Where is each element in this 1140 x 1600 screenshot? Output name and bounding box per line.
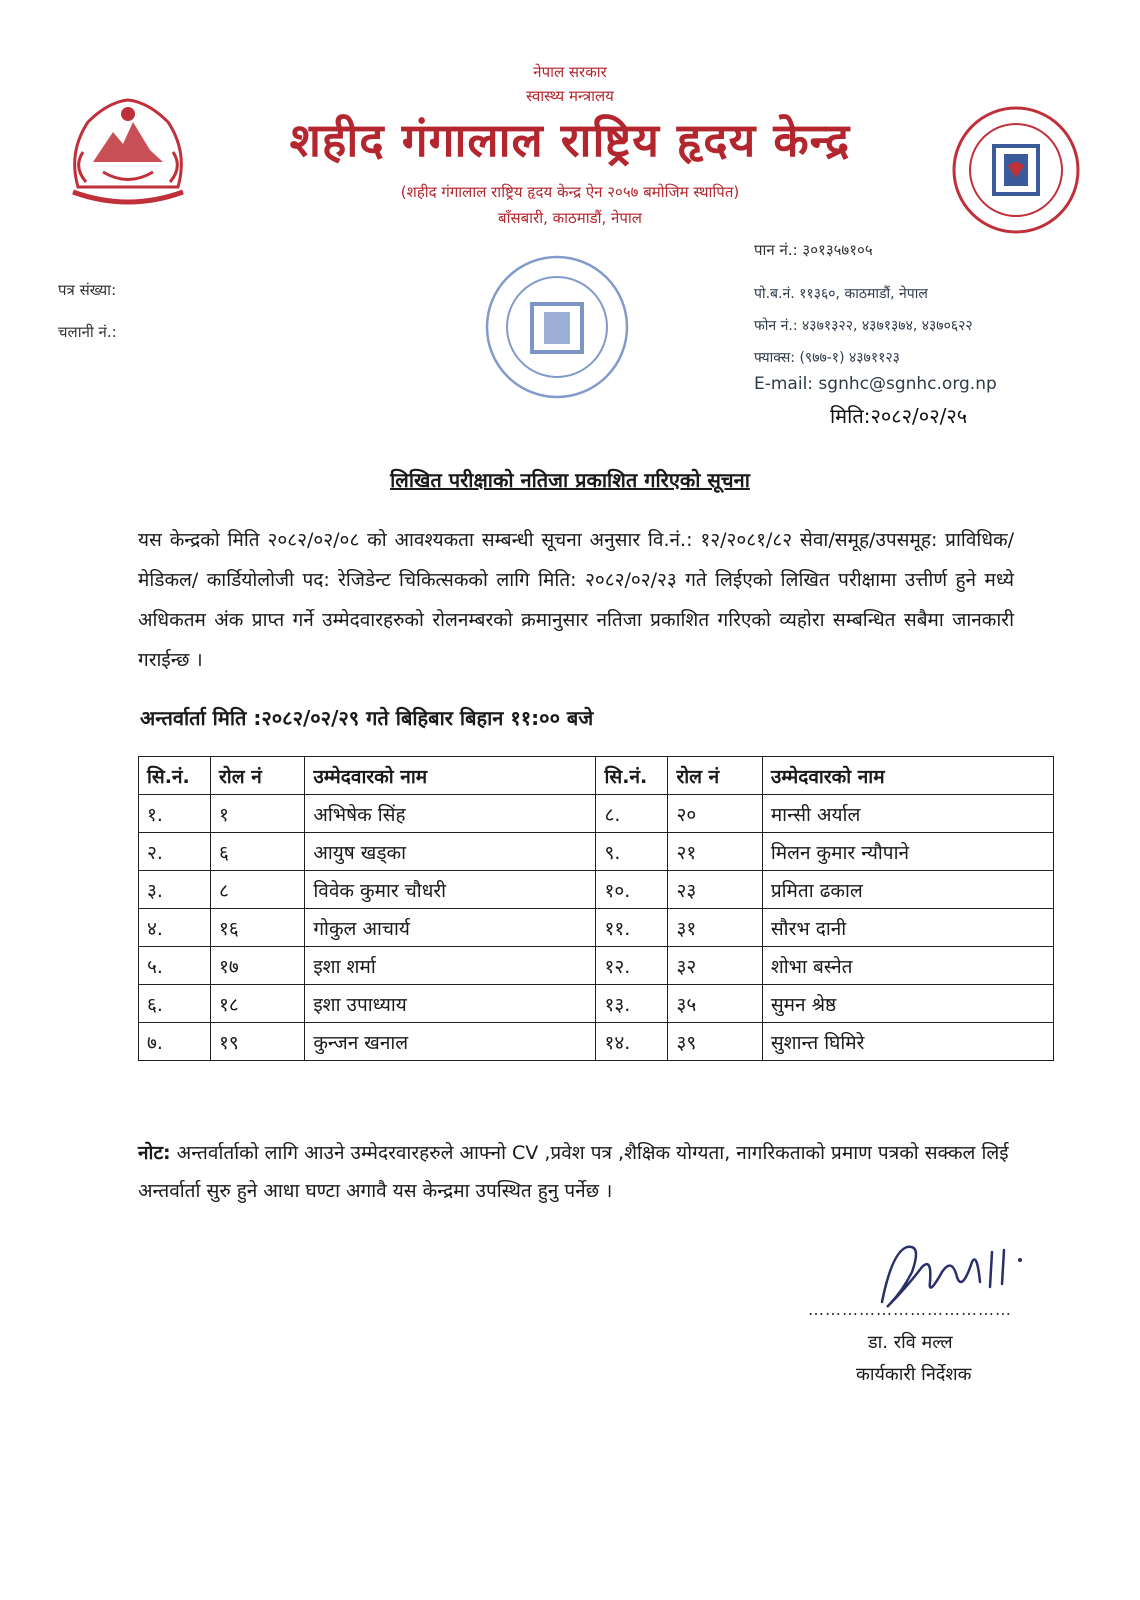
signatory-name: डा. रवि मल्ल: [868, 1332, 953, 1353]
table-cell: ४.: [139, 909, 211, 947]
table-cell: ११.: [596, 909, 668, 947]
interview-date: अन्तर्वार्ता मिति :२०८२/०२/२९ गते बिहिबार बिहान ११:०० बजे: [140, 706, 594, 730]
table-cell: कुन्जन खनाल: [305, 1023, 596, 1061]
table-cell: ३९: [668, 1023, 762, 1061]
dispatch-number-label: चलानी नं.:: [58, 323, 117, 341]
table-cell: १८: [211, 985, 305, 1023]
table-cell: ३.: [139, 871, 211, 909]
gov-line: नेपाल सरकार: [533, 63, 607, 81]
note-text: अन्तर्वार्ताको लागि आउने उम्मेदरवारहरुले आफ्नो CV ,प्रवेश पत्र ,शैक्षिक योग्यता, नागरिकताको प्रमाण पत्रको सक्कल लिई अन्तर्वार्ता सुरु हुने आधा घण्टा अगावै यस केन्द्रमा उपस्थित हुनु पर्नेछ ।: [138, 1142, 1009, 1202]
letter-number-label: पत्र संख्या:: [58, 281, 117, 299]
table-header-row: [139, 757, 1054, 795]
col-header: रोल नं: [211, 757, 305, 795]
ministry-line: स्वास्थ्य मन्त्रालय: [526, 87, 614, 105]
table-cell: १२.: [596, 947, 668, 985]
table-cell: सुमन श्रेष्ठ: [762, 985, 1053, 1023]
col-header: रोल नं: [668, 757, 762, 795]
table-cell: १.: [139, 795, 211, 833]
col-header: सि.नं.: [596, 757, 668, 795]
fax-number: फ्याक्स: (९७७-१) ४३७११२३: [754, 350, 900, 366]
po-box: पो.ब.नं. ११३६०, काठमाडौं, नेपाल: [754, 286, 928, 302]
table-row: [139, 871, 1054, 909]
table-cell: १६: [211, 909, 305, 947]
table-cell: ८.: [596, 795, 668, 833]
org-title: शहीद गंगालाल राष्ट्रिय हृदय केन्द्र: [289, 113, 851, 167]
signature-line: ………………………………: [808, 1300, 1012, 1319]
results-table: [138, 756, 1054, 1061]
col-header: उम्मेदवारको नाम: [305, 757, 596, 795]
table-row: [139, 985, 1054, 1023]
table-row: [139, 947, 1054, 985]
table-cell: ६.: [139, 985, 211, 1023]
table-cell: १७: [211, 947, 305, 985]
note-label: नोट:: [138, 1142, 171, 1164]
table-cell: सुशान्त घिमिरे: [762, 1023, 1053, 1061]
table-cell: २१: [668, 833, 762, 871]
established-line: (शहीद गंगालाल राष्ट्रिय हृदय केन्द्र ऐन २०५७ बमोजिम स्थापित): [400, 183, 740, 201]
table-cell: मिलन कुमार न्यौपाने: [762, 833, 1053, 871]
table-cell: ७.: [139, 1023, 211, 1061]
col-header: सि.नं.: [139, 757, 211, 795]
table-cell: ३२: [668, 947, 762, 985]
email-address: E-mail: sgnhc@sgnhc.org.np: [754, 374, 997, 394]
table-cell: आयुष खड्का: [305, 833, 596, 871]
table-cell: १४.: [596, 1023, 668, 1061]
table-cell: १०.: [596, 871, 668, 909]
table-cell: ३१: [668, 909, 762, 947]
phone-numbers: फोन नं.: ४३७१३२२, ४३७१३७४, ४३७०६२२: [754, 318, 973, 334]
org-seal-icon: [950, 104, 1082, 236]
table-row: [139, 795, 1054, 833]
table-cell: अभिषेक सिंह: [305, 795, 596, 833]
table-cell: विवेक कुमार चौधरी: [305, 871, 596, 909]
table-cell: १: [211, 795, 305, 833]
table-cell: इशा उपाध्याय: [305, 985, 596, 1023]
signatory-title: कार्यकारी निर्देशक: [856, 1364, 972, 1385]
col-header: उम्मेदवारको नाम: [762, 757, 1053, 795]
notice-title: लिखित परीक्षाको नतिजा प्रकाशित गरिएको सूचना: [390, 468, 750, 492]
table-cell: २.: [139, 833, 211, 871]
table-cell: ६: [211, 833, 305, 871]
table-cell: ३५: [668, 985, 762, 1023]
table-cell: २०: [668, 795, 762, 833]
table-cell: सौरभ दानी: [762, 909, 1053, 947]
table-cell: गोकुल आचार्य: [305, 909, 596, 947]
table-cell: १९: [211, 1023, 305, 1061]
address-line: बाँसबारी, काठमाडौं, नेपाल: [498, 209, 642, 227]
pan-number: पान नं.: ३०१३५७१०५: [754, 241, 873, 259]
table-row: [139, 833, 1054, 871]
table-cell: प्रमिता ढकाल: [762, 871, 1053, 909]
notice-date: मिति:२०८२/०२/२५: [830, 404, 968, 428]
table-row: [139, 1023, 1054, 1061]
table-cell: ५.: [139, 947, 211, 985]
table-row: [139, 909, 1054, 947]
table-cell: २३: [668, 871, 762, 909]
nepal-emblem-icon: [58, 92, 198, 212]
table-cell: ८: [211, 871, 305, 909]
office-stamp-icon: [482, 252, 632, 402]
table-cell: ९.: [596, 833, 668, 871]
table-cell: मान्सी अर्याल: [762, 795, 1053, 833]
table-cell: शोभा बस्नेत: [762, 947, 1053, 985]
notice-body: यस केन्द्रको मिति २०८२/०२/०८ को आवश्यकता सम्बन्धी सूचना अनुसार वि.नं.: १२/२०८१/८२ सेवा/समूह/उपसमूह: प्राविधिक/मेडिकल/ कार्डियोलोजी पद: रेजिडेन्ट चिकित्सकको लागि मिति: २०८२/०२/२३ गते लिईएको लिखित परीक्षामा उत्तीर्ण हुने मध्ये अधिकतम अंक प्राप्त गर्ने उम्मेदवारहरुको रोलनम्बरको क्रमानुसार नतिजा प्रकाशित गरिएको व्यहोरा सम्बन्धित सबैमा जानकारी गराईन्छ ।: [138, 529, 1014, 671]
note-paragraph: [138, 1134, 1018, 1210]
table-cell: इशा शर्मा: [305, 947, 596, 985]
table-cell: १३.: [596, 985, 668, 1023]
